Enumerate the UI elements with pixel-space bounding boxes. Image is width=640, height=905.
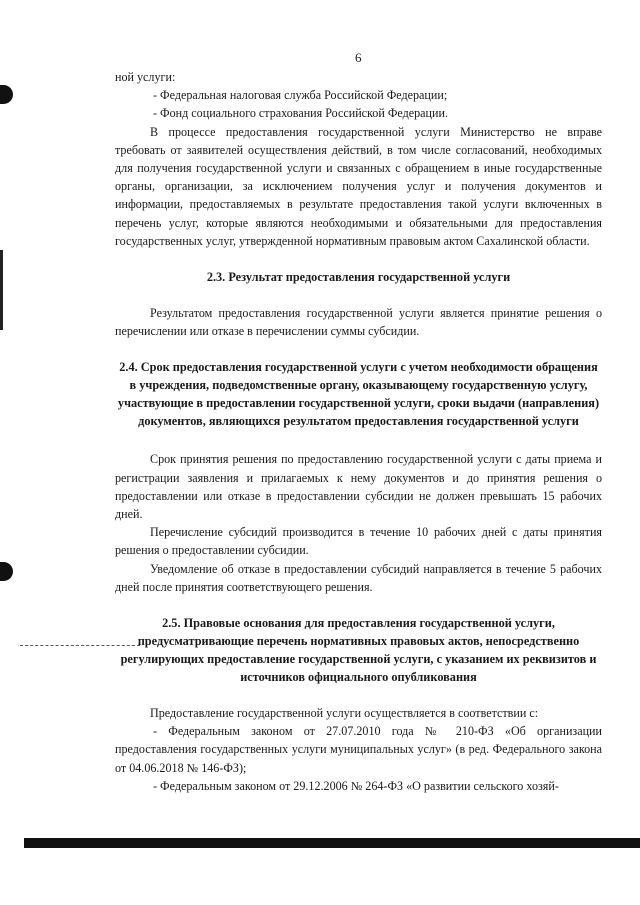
scan-edge-mark — [0, 250, 3, 330]
heading-2-4: 2.4. Срок предоставления государственной услуги с учетом необходимости обращения в учреждения, подведомственные органу, оказывающему государственную услугу, участвующие в предоставлении государственной услуги, сроки выдачи (направления) документов, являющихся результатом предоставления государственной услуги — [117, 360, 600, 429]
paragraph-2-4-term: Срок принятия решения по предоставлению государственной услуги с даты приема и регистрации заявления и прилагаемых к нему документов и до принятия решения о предоставлении или отказе в предоставлении субсидии не должен превышать 15 рабочих дней. — [115, 452, 602, 522]
scan-dash-artifact — [20, 645, 140, 646]
scan-bottom-bar — [24, 838, 640, 848]
heading-2-5: 2.5. Правовые основания для предоставления государственной услуги, предусматривающие перечень нормативных правовых актов, непосредственно регулирующих предоставление государственной услуги, с указанием их реквизитов и источников официального опубликования — [120, 616, 597, 685]
paragraph-2-5: Предоставление государственной услуги осуществляется в соответствии с: — [150, 706, 539, 721]
paragraph-2-3: Результатом предоставления государственной услуги является принятие решения о перечислении или отказе в перечислении суммы субсидии. — [115, 306, 602, 339]
paragraph-2-4-transfer: Перечисление субсидий производится в течение 10 рабочих дней с даты принятия решения о предоставлении субсидии. — [115, 525, 602, 558]
list-item-tax-service: - Федеральная налоговая служба Российской Федерации; — [153, 88, 448, 103]
list-item-law-210: - Федеральным законом от 27.07.2010 года № 210-ФЗ «Об организации предоставления государственных услуги муниципальных услуг» (в ред. Федерального закона от 04.06.2018 № 146-ФЗ); — [115, 724, 602, 775]
document-body — [115, 68, 602, 795]
punch-hole-mark — [0, 85, 13, 104]
paragraph-ministry-restrictions: В процессе предоставления государственной услуги Министерство не вправе требовать от заявителей осуществления действий, в том числе согласований, необходимых для получения государственной услуги и связанных с обращением в иные государственные органы, организации, за исключением получения услуг и получения документов и информации, предоставляемых в результате предоставления такой услуги включенных в перечень услуг, которые являются необходимыми и обязательными для предоставления государственных услуг, утвержденной нормативным правовым актом Сахалинской области. — [115, 124, 602, 248]
punch-hole-mark — [0, 562, 13, 581]
heading-2-3: 2.3. Результат предоставления государственной услуги — [206, 270, 511, 285]
paragraph-2-4-refusal: Уведомление об отказе в предоставлении субсидий направляется в течение 5 рабочих дней после принятия соответствующего решения. — [115, 561, 602, 594]
paragraph-continuation: ной услуги: — [115, 70, 176, 84]
list-item-social-fund: - Фонд социального страхования Российской Федерации. — [153, 106, 448, 121]
page-number: 6 — [355, 50, 362, 65]
list-item-law-264: - Федеральным законом от 29.12.2006 № 264-ФЗ «О развитии сельского хозяй- — [153, 778, 559, 793]
